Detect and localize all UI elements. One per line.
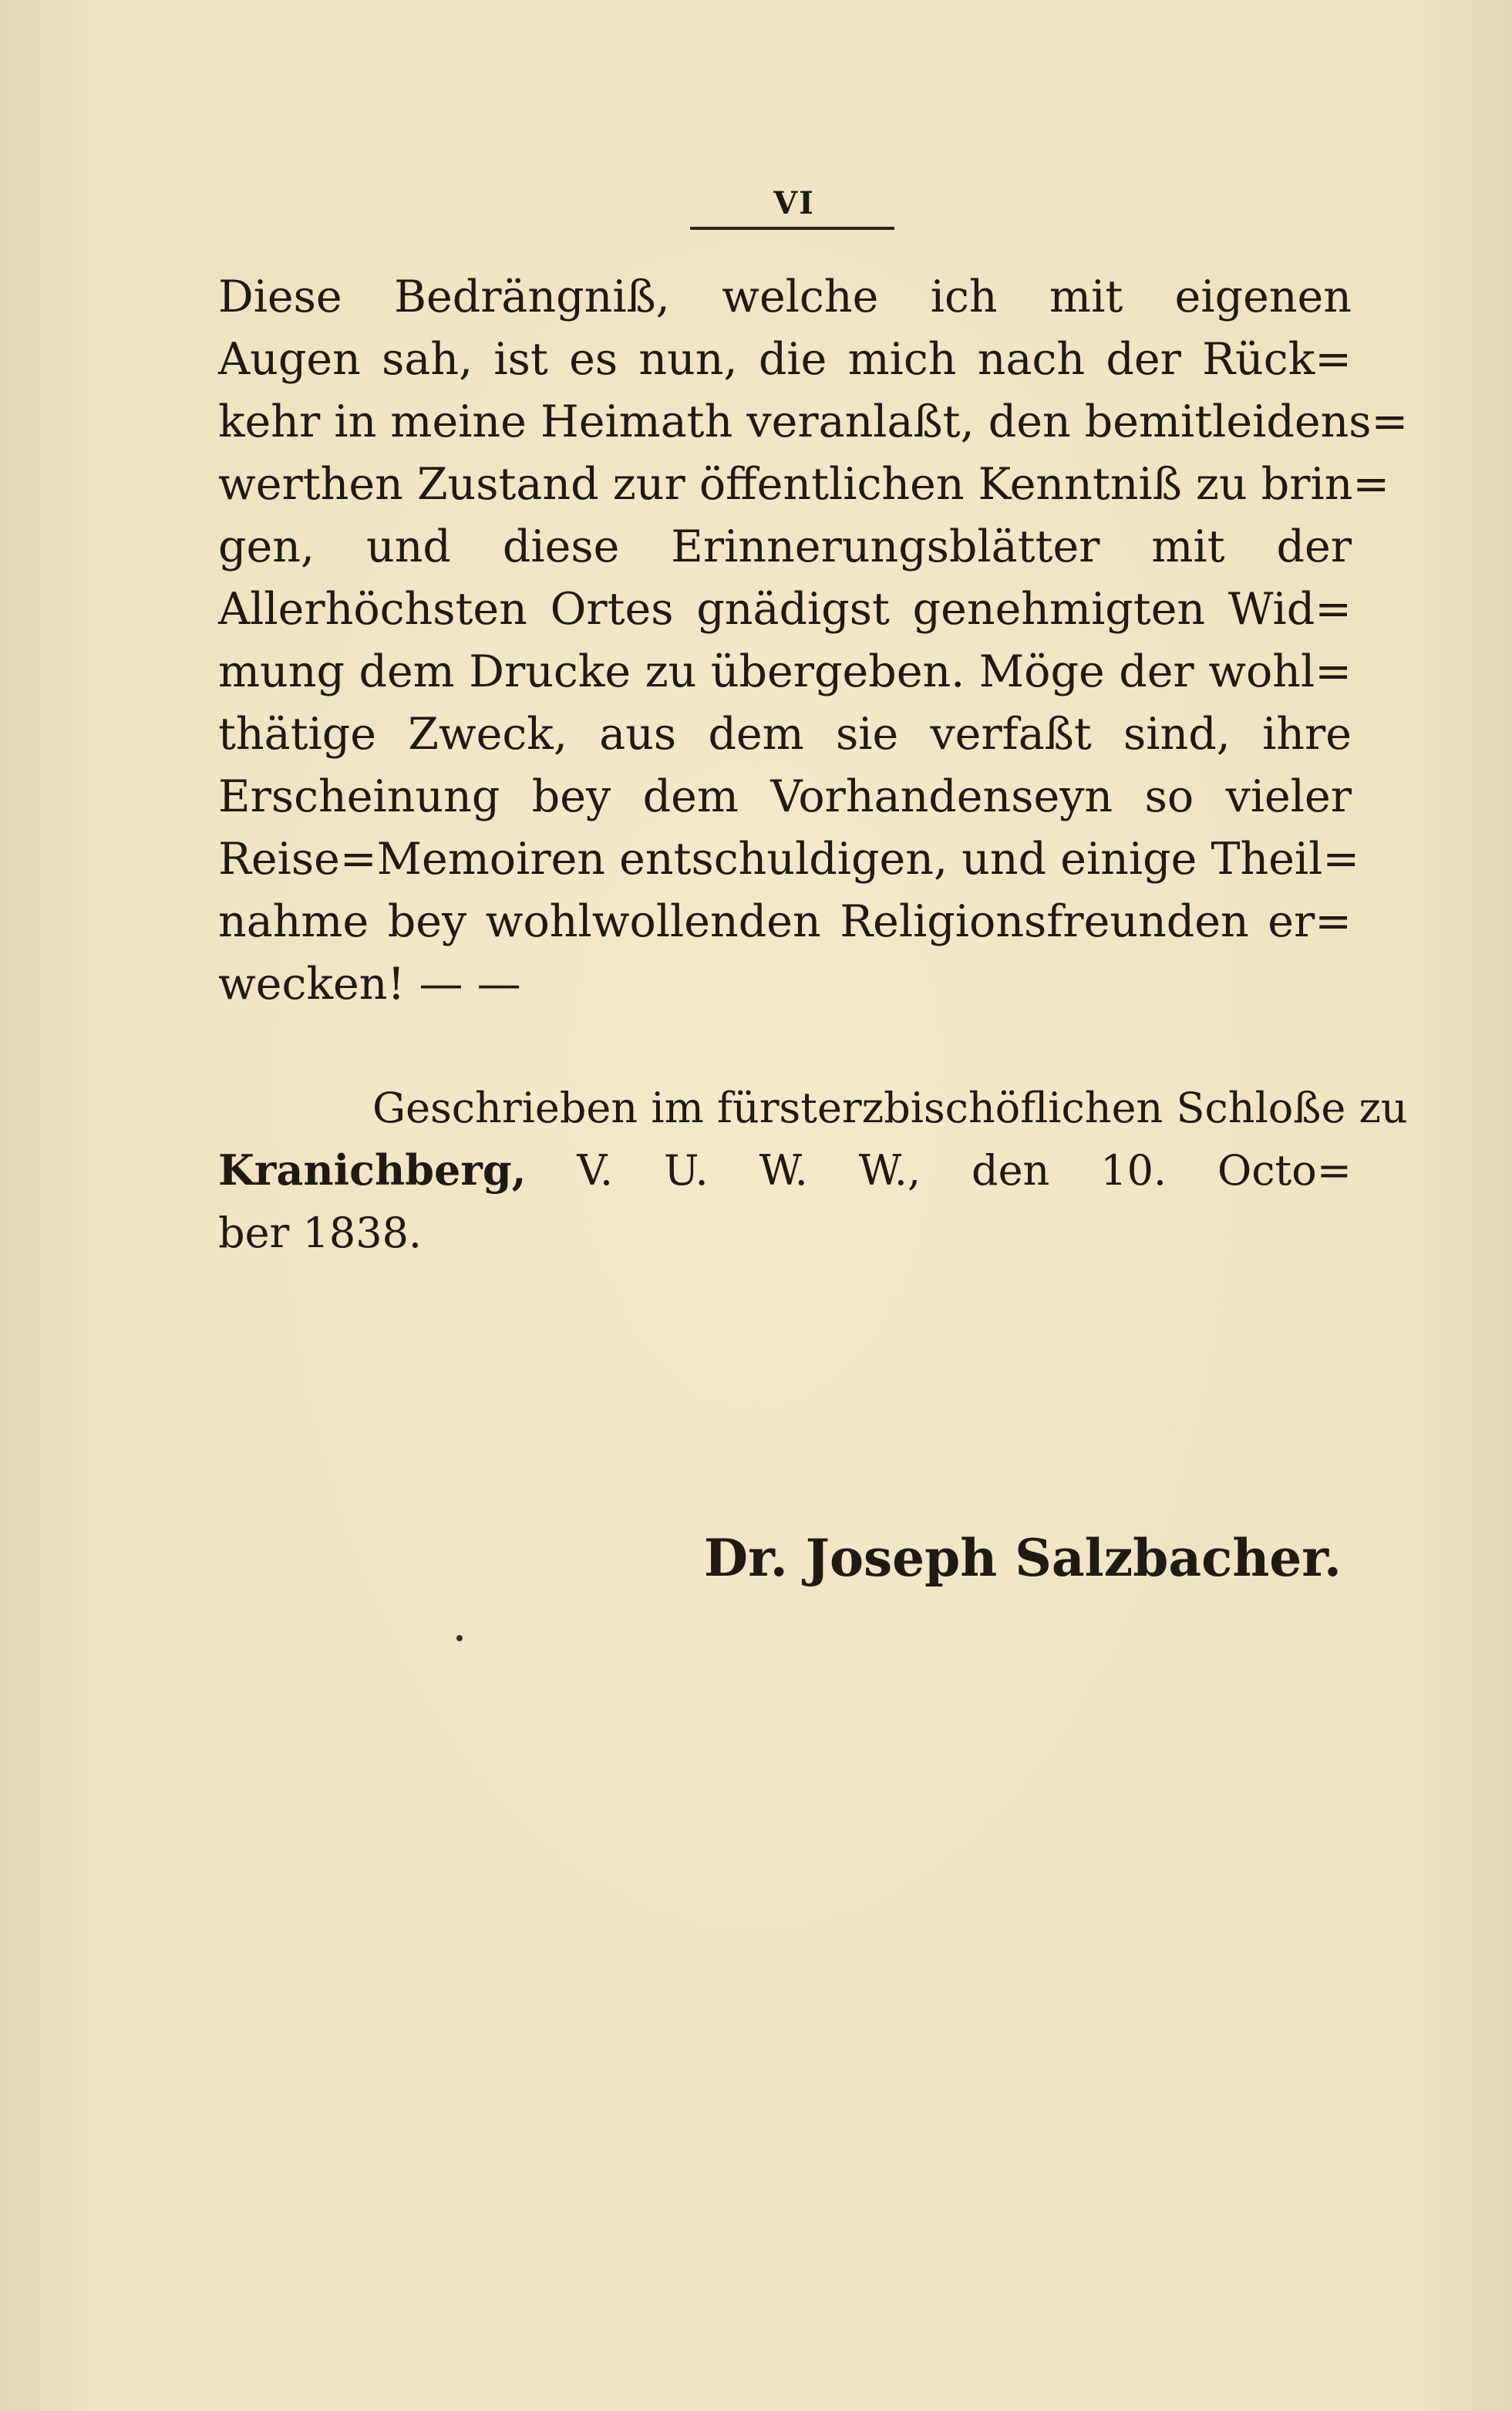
ink-speck [456, 1635, 463, 1641]
body-paragraph [218, 266, 1409, 1016]
text-line: Erscheinung bey dem Vorhandenseyn so vieler [218, 771, 1352, 822]
text-line: nahme bey wohlwollenden Religionsfreunden er= [218, 896, 1352, 947]
text-line: Augen sah, ist es nun, die mich nach der Rück= [218, 334, 1352, 385]
header-rule [690, 227, 894, 230]
dateline [218, 1077, 1408, 1264]
text-line: Allerhöchsten Ortes gnädigst genehmigten Wid= [218, 584, 1352, 635]
page-number: VI [773, 185, 815, 221]
dateline-line-2-rest: V. U. W. W., den 10. Octo= [577, 1146, 1352, 1195]
text-line: Diese Bedrängniß, welche ich mit eigenen [218, 271, 1352, 322]
text-line: thätige Zweck, aus dem sie verfaßt sind, ihre [218, 709, 1352, 760]
author-signature: Dr. Joseph Salzbacher. [703, 1528, 1342, 1588]
dateline-line-1: Geschrieben im fürsterzbischöflichen Schloße zu [372, 1084, 1408, 1132]
text-line: kehr in meine Heimath veranlaßt, den bemitleidens= [218, 396, 1409, 447]
text-line: Reise=Memoiren entschuldigen, und einige Theil= [218, 834, 1360, 885]
dateline-line-3: ber 1838. [218, 1209, 423, 1257]
page-header [690, 185, 898, 230]
text-line: wecken! — — [218, 959, 521, 1010]
text-line: mung dem Drucke zu übergeben. Möge der wohl= [218, 646, 1352, 697]
dateline-place: Kranichberg, [218, 1145, 527, 1195]
text-line: werthen Zustand zur öffentlichen Kenntniß zu brin= [218, 459, 1390, 510]
dateline-line-2 [218, 1139, 1352, 1202]
text-line: gen, und diese Erinnerungsblätter mit der [218, 521, 1352, 572]
